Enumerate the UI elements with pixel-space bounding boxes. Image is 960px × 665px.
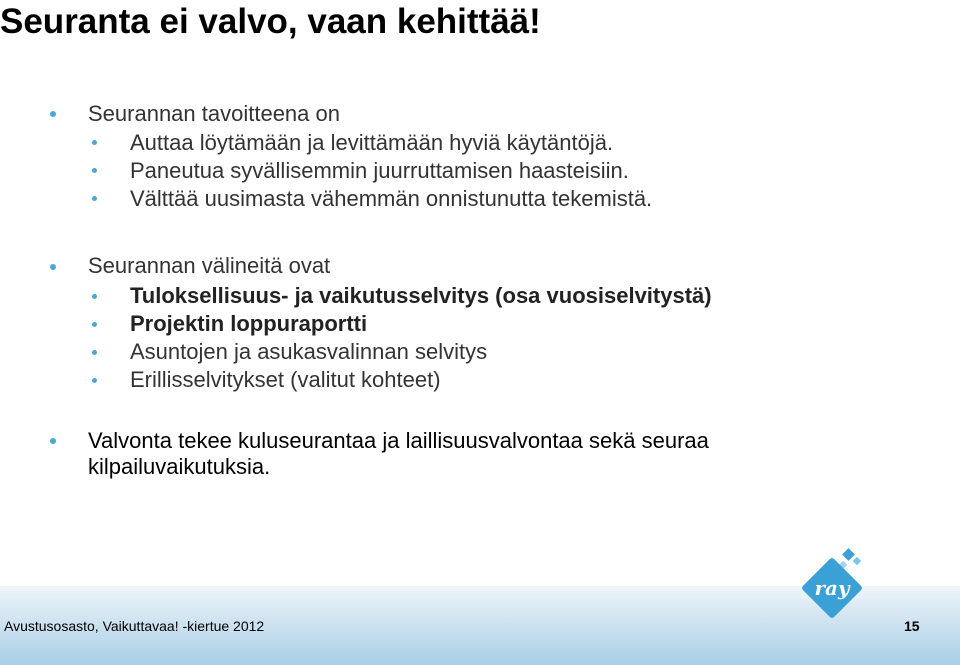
bullet-icon [92, 140, 97, 145]
footer-text: Avustusosasto, Vaikuttavaa! -kiertue 2012 [4, 618, 265, 634]
bullet-icon [50, 264, 56, 270]
logo-text: ray [814, 576, 850, 600]
section-heading: Valvonta tekee kuluseurantaa ja laillisuusvalvontaa sekä seuraa [88, 428, 709, 453]
list-item: Projektin loppuraportti [130, 311, 368, 336]
list-item: Erillisselvitykset (valitut kohteet) [130, 367, 441, 392]
section-heading-cont: kilpailuvaikutuksia. [88, 454, 271, 479]
list-item: Välttää uusimasta vähemmän onnistunutta tekemistä. [130, 186, 653, 211]
bullet-icon [92, 350, 97, 355]
ray-logo-icon [790, 548, 880, 623]
bullet-icon [92, 322, 97, 327]
section-heading: Seurannan tavoitteena on [88, 101, 340, 126]
bullet-icon [50, 438, 56, 444]
bullet-icon [92, 378, 97, 383]
list-item: Asuntojen ja asukasvalinnan selvitys [130, 339, 488, 364]
bullet-icon [92, 196, 97, 201]
bullet-icon [50, 111, 56, 117]
slide-title: Seuranta ei valvo, vaan kehittää! [0, 2, 541, 41]
list-item: Paneutua syvällisemmin juurruttamisen haasteisiin. [130, 158, 629, 183]
list-item: Auttaa löytämään ja levittämään hyviä käytäntöjä. [130, 130, 614, 155]
page-number: 15 [904, 618, 920, 634]
list-item: Tuloksellisuus- ja vaikutusselvitys (osa vuosiselvitystä) [130, 283, 712, 308]
bullet-icon [92, 294, 97, 299]
section-heading: Seurannan välineitä ovat [88, 253, 331, 278]
bullet-icon [92, 168, 97, 173]
